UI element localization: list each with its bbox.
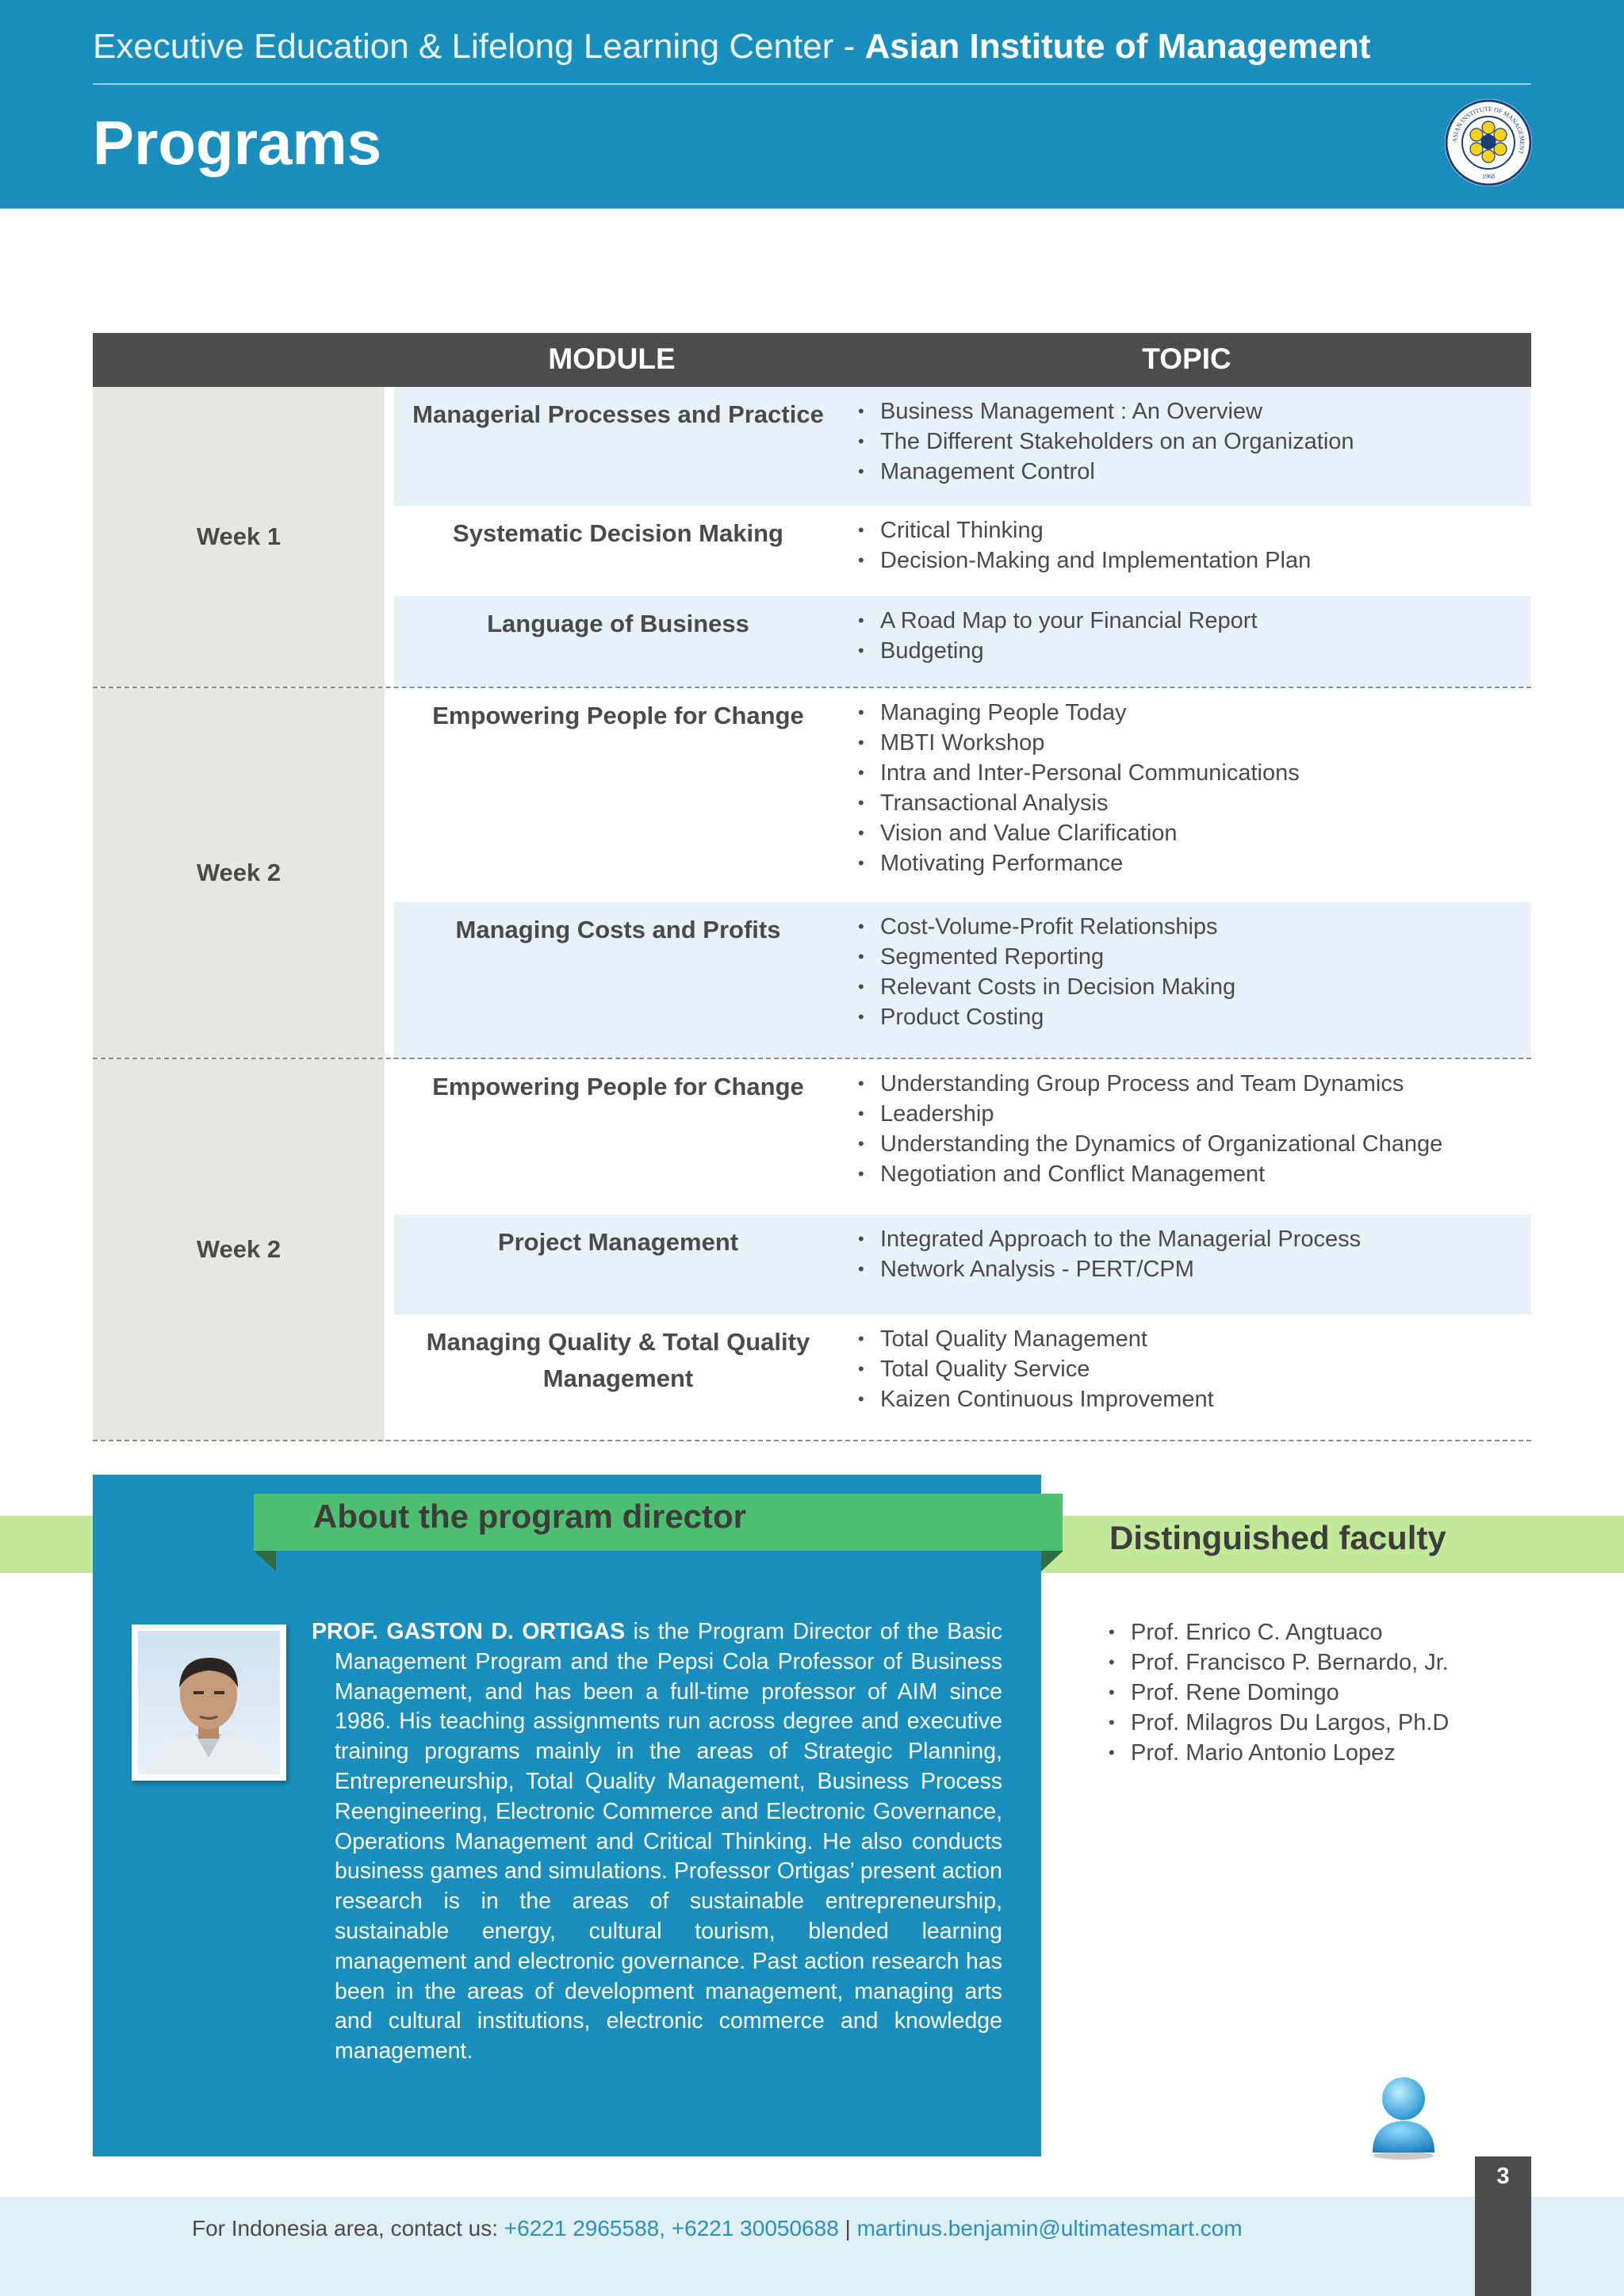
director-bio <box>312 1617 1002 2067</box>
header-subtitle-prefix: Executive Education & Lifelong Learning Center - <box>93 27 865 66</box>
module-name-line: Managing Quality & Total Quality <box>426 1328 810 1356</box>
topic-item: • Leadership <box>858 1099 1442 1129</box>
aim-seal-logo <box>1445 99 1532 186</box>
page-footer <box>0 2197 1624 2296</box>
topic-list <box>842 688 1300 902</box>
topic-item: • Budgeting <box>858 636 1258 666</box>
program-table <box>93 333 1531 1441</box>
faculty-member: • Prof. Francisco P. Bernardo, Jr. <box>1109 1647 1449 1678</box>
topic-item: • Motivating Performance <box>858 848 1300 878</box>
module-name: Managerial Processes and Practice <box>412 400 824 428</box>
module-name: Project Management <box>497 1228 739 1256</box>
header-subtitle <box>93 27 1371 67</box>
topic-list <box>842 506 1311 596</box>
ribbon-fold <box>1041 1551 1063 1571</box>
topic-item: • Understanding the Dynamics of Organizational Change <box>858 1129 1442 1159</box>
module-name: Empowering People for Change <box>432 702 804 729</box>
topic-item: • MBTI Workshop <box>858 728 1300 758</box>
topic-item: • Total Quality Management <box>858 1324 1214 1354</box>
topic-item: • Decision-Making and Implementation Plan <box>858 545 1311 576</box>
week-block <box>93 387 1531 688</box>
director-bio-text <box>312 1617 1002 2067</box>
topic-item: • Product Costing <box>858 1002 1235 1032</box>
topic-item: • Network Analysis - PERT/CPM <box>858 1254 1361 1284</box>
module-name <box>394 1314 842 1440</box>
module-row <box>394 1215 1531 1314</box>
module-row <box>394 688 1531 902</box>
faculty-section-title: Distinguished faculty <box>1109 1519 1446 1556</box>
topic-item: • Total Quality Service <box>858 1354 1214 1384</box>
topic-item: • Intra and Inter-Personal Communications <box>858 758 1300 788</box>
seal-text: ASIAN INSTITUTE OF MANAGEMENT <box>1450 105 1526 155</box>
module-name: Systematic Decision Making <box>453 519 783 547</box>
week-label: Week 1 <box>93 387 385 687</box>
topic-list <box>842 1314 1214 1440</box>
topic-item: • Business Management : An Overview <box>858 396 1354 427</box>
faculty-member: • Prof. Milagros Du Largos, Ph.D <box>1109 1708 1449 1738</box>
topic-list <box>842 902 1235 1058</box>
module-row <box>394 1314 1531 1440</box>
contact-prefix: For Indonesia area, contact us: <box>192 2216 504 2241</box>
contact-separator: | <box>838 2216 857 2241</box>
module-row <box>394 1059 1531 1215</box>
topic-item: • Kaizen Continuous Improvement <box>858 1384 1214 1414</box>
faculty-member: • Prof. Mario Antonio Lopez <box>1109 1738 1449 1768</box>
topic-item: • Integrated Approach to the Managerial Process <box>858 1224 1361 1254</box>
topic-item: • Negotiation and Conflict Management <box>858 1159 1442 1189</box>
topic-item: • Management Control <box>858 457 1354 487</box>
contact-phones: +6221 2965588, +6221 30050688 <box>504 2216 839 2241</box>
director-photo <box>132 1624 286 1781</box>
week-block <box>93 1059 1531 1441</box>
topic-item: • Transactional Analysis <box>858 788 1300 818</box>
module-row <box>394 902 1531 1058</box>
topic-item: • A Road Map to your Financial Report <box>858 606 1258 636</box>
contact-line <box>192 2216 1243 2241</box>
seal-year: 1968 <box>1482 173 1495 180</box>
topic-item: • Segmented Reporting <box>858 942 1235 972</box>
topic-item: • Cost-Volume-Profit Relationships <box>858 912 1235 942</box>
topic-item: • Critical Thinking <box>858 515 1311 545</box>
week-label: Week 2 <box>93 688 385 1058</box>
contact-email: martinus.benjamin@ultimatesmart.com <box>856 2216 1243 2241</box>
table-header <box>93 333 1531 387</box>
module-row <box>394 387 1531 506</box>
topic-item: • Managing People Today <box>858 698 1300 728</box>
module-name: Managing Costs and Profits <box>455 916 781 943</box>
module-row <box>394 506 1531 596</box>
module-name: Language of Business <box>487 610 749 637</box>
user-person-icon <box>1368 2073 1439 2160</box>
module-name: Empowering People for Change <box>432 1073 804 1100</box>
topic-list <box>842 387 1354 506</box>
faculty-member: • Prof. Rene Domingo <box>1109 1678 1449 1708</box>
director-section-title: About the program director <box>313 1498 747 1535</box>
topic-list <box>842 596 1258 687</box>
week-block <box>93 688 1531 1059</box>
ribbon-fold <box>254 1551 276 1571</box>
page-title: Programs <box>93 108 382 178</box>
week-label: Week 2 <box>93 1059 385 1440</box>
faculty-list <box>1109 1617 1449 1768</box>
module-name-line: Management <box>542 1364 694 1392</box>
faculty-member: • Prof. Enrico C. Angtuaco <box>1109 1617 1449 1647</box>
header-org-name: Asian Institute of Management <box>864 27 1371 66</box>
topic-item: • The Different Stakeholders on an Organization <box>858 427 1354 457</box>
topic-item: • Relevant Costs in Decision Making <box>858 972 1235 1002</box>
topic-item: • Vision and Value Clarification <box>858 818 1300 848</box>
header-divider <box>93 83 1531 85</box>
director-bio-body: is the Program Director of the Basic Management Program and the Pepsi Cola Professor of Business Management, and has been a full-time professor of AIM since 1986. His teaching assignments run across degree and executive training programs mainly in the areas of Strategic Planning, Entrepreneurship, Total Quality Management, Business Process Reengineering, Electronic Commerce and Electronic Governance, Operations Management and Critical Thinking. He also conducts business games and simulations. Professor Ortigas’ present action research is in the areas of sustainable entrepreneurship, sustainable energy, cultural tourism, blended learning management and electronic governance. Past action research has been in the areas of development management, managing arts and cultural institutions, electronic commerce and knowledge management. <box>335 1619 1002 2064</box>
module-column-header: MODULE <box>548 342 676 375</box>
topic-list <box>842 1215 1361 1314</box>
topic-list <box>842 1059 1442 1215</box>
module-row <box>394 596 1531 687</box>
topic-column-header: TOPIC <box>1142 342 1231 375</box>
topic-item: • Understanding Group Process and Team Dynamics <box>858 1069 1442 1099</box>
page-number: 3 <box>1496 2164 1510 2189</box>
director-name: PROF. GASTON D. ORTIGAS <box>312 1619 626 1644</box>
